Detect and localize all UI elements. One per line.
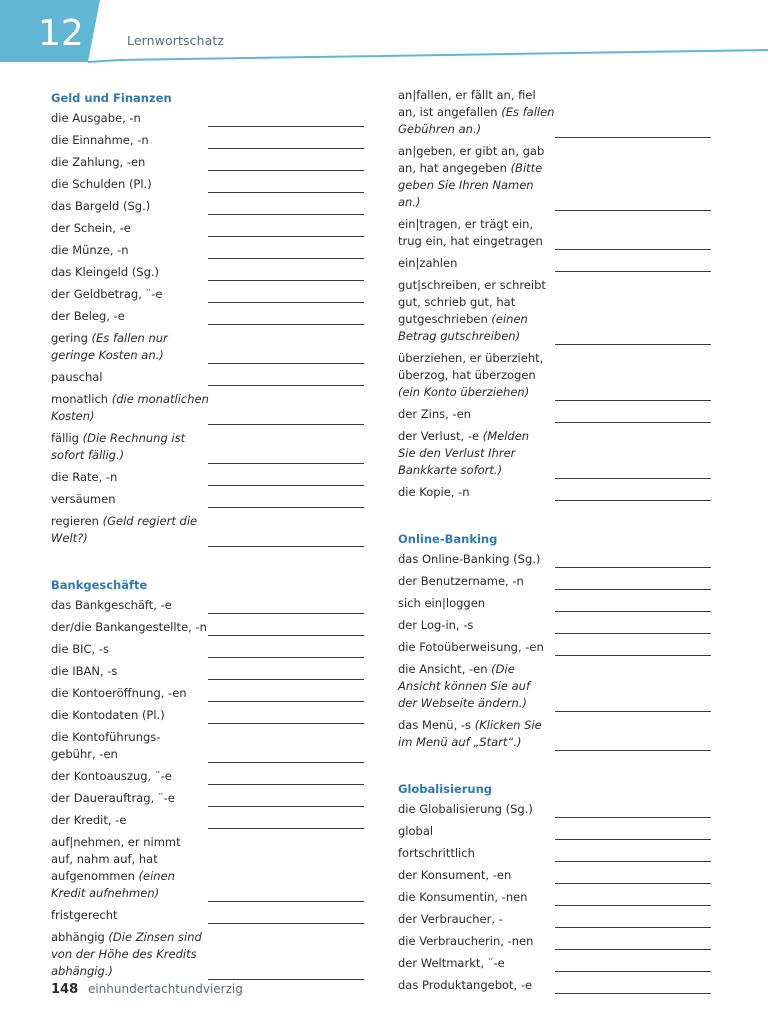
right-column xyxy=(398,86,711,998)
term-text: fällig xyxy=(51,431,83,445)
term-text: der Beleg, -e xyxy=(51,309,125,323)
vocab-entry xyxy=(398,594,711,616)
vocab-entry xyxy=(398,405,711,427)
vocab-entry xyxy=(398,215,711,254)
vocab-entry xyxy=(51,512,364,551)
translation-line[interactable] xyxy=(208,546,364,547)
vocab-term xyxy=(51,219,211,237)
vocab-entry xyxy=(51,241,364,263)
translation-line[interactable] xyxy=(208,324,364,325)
vocab-term xyxy=(398,349,558,401)
vocab-term xyxy=(51,706,211,724)
vocab-entry xyxy=(51,706,364,728)
translation-line[interactable] xyxy=(208,126,364,127)
example-text: (ein Konto überziehen) xyxy=(398,385,530,399)
translation-line[interactable] xyxy=(208,784,364,785)
vocab-entry xyxy=(398,638,711,660)
term-text: der Weltmarkt, ¨-e xyxy=(398,956,505,970)
vocab-entry xyxy=(51,662,364,684)
term-text: die Fotoüberweisung, -en xyxy=(398,640,544,654)
vocab-entry xyxy=(398,427,711,483)
term-text: das Online-Banking (Sg.) xyxy=(398,552,541,566)
vocab-term xyxy=(51,906,211,924)
vocab-entry xyxy=(51,197,364,219)
vocab-term xyxy=(51,329,211,364)
translation-line[interactable] xyxy=(555,711,711,712)
vocab-entry xyxy=(51,767,364,789)
vocab-term xyxy=(398,616,558,634)
vocab-entry xyxy=(398,254,711,276)
translation-line[interactable] xyxy=(555,611,711,612)
vocab-entry xyxy=(51,219,364,241)
vocab-entry xyxy=(398,976,711,998)
example-text: (Die Rechnung ist sofort fällig.) xyxy=(51,431,186,462)
vocab-term xyxy=(398,888,558,906)
term-text: der Schein, -e xyxy=(51,221,131,235)
term-text: die Zahlung, -en xyxy=(51,155,146,169)
example-text: (Bitte geben Sie Ihren Namen an.) xyxy=(398,161,543,209)
translation-line[interactable] xyxy=(555,861,711,862)
vocab-entry xyxy=(398,954,711,976)
section-gap xyxy=(398,755,711,777)
translation-line[interactable] xyxy=(208,170,364,171)
term-text: überziehen, er überzieht, überzog, hat überzogen xyxy=(398,351,544,382)
vocab-entry xyxy=(51,684,364,706)
translation-line[interactable] xyxy=(555,500,711,501)
vocab-entry xyxy=(398,844,711,866)
vocab-entry xyxy=(398,349,711,405)
term-text: der Kontoauszug, ¨-e xyxy=(51,769,172,783)
vocab-entry xyxy=(398,276,711,349)
vocab-term xyxy=(398,483,558,501)
vocab-term xyxy=(51,512,211,547)
translation-line[interactable] xyxy=(208,701,364,702)
vocab-entry xyxy=(51,906,364,928)
example-text: (Es fallen nur geringe Kosten an.) xyxy=(51,331,168,362)
translation-line[interactable] xyxy=(555,344,711,345)
translation-line[interactable] xyxy=(555,949,711,950)
translation-line[interactable] xyxy=(208,463,364,464)
translation-line[interactable] xyxy=(555,567,711,568)
term-text: der/die Bankangestellte, -n xyxy=(51,620,207,634)
translation-line[interactable] xyxy=(208,657,364,658)
translation-line[interactable] xyxy=(208,363,364,364)
vocab-term xyxy=(51,197,211,215)
vocab-term xyxy=(51,811,211,829)
translation-line[interactable] xyxy=(208,236,364,237)
section-gap xyxy=(51,551,364,573)
term-text: der Zins, -en xyxy=(398,407,471,421)
vocab-term xyxy=(51,109,211,127)
vocab-term xyxy=(398,427,558,479)
vocab-term xyxy=(51,767,211,785)
translation-line[interactable] xyxy=(555,817,711,818)
vocab-term xyxy=(398,276,558,345)
vocab-term xyxy=(398,800,558,818)
translation-line[interactable] xyxy=(555,271,711,272)
term-text: der Log-in, -s xyxy=(398,618,474,632)
vocab-entry xyxy=(51,109,364,131)
vocab-entry xyxy=(51,390,364,429)
vocab-term xyxy=(51,131,211,149)
translation-line[interactable] xyxy=(555,971,711,972)
vocab-term xyxy=(398,932,558,950)
vocab-entry xyxy=(51,833,364,906)
header-banner xyxy=(0,0,768,64)
vocab-entry xyxy=(398,550,711,572)
example-text: (Geld regiert die Welt?) xyxy=(51,514,198,545)
translation-line[interactable] xyxy=(555,927,711,928)
translation-line[interactable] xyxy=(208,424,364,425)
vocab-entry xyxy=(398,142,711,215)
vocab-entry xyxy=(398,888,711,910)
term-text: die Konsumentin, -nen xyxy=(398,890,528,904)
term-text: auf|nehmen, er nimmt auf, nahm auf, hat aufgenommen xyxy=(51,835,181,883)
translation-line[interactable] xyxy=(555,400,711,401)
term-text: ein|zahlen xyxy=(398,256,458,270)
term-text: pauschal xyxy=(51,370,103,384)
term-text: gut|schreiben, er schreibt gut, schrieb gut, hat gutgeschrieben xyxy=(398,278,546,326)
vocab-term xyxy=(398,660,558,712)
translation-line[interactable] xyxy=(555,478,711,479)
vocab-term xyxy=(398,866,558,884)
term-text: abhängig xyxy=(51,930,109,944)
translation-line[interactable] xyxy=(555,905,711,906)
vocab-term xyxy=(51,596,211,614)
translation-line[interactable] xyxy=(208,214,364,215)
vocab-term xyxy=(51,662,211,680)
translation-line[interactable] xyxy=(208,806,364,807)
section-heading: Bankgeschäfte xyxy=(51,578,148,592)
term-text: an|geben, er gibt an, gab an, hat angegeben xyxy=(398,144,545,175)
translation-line[interactable] xyxy=(208,148,364,149)
vocab-term xyxy=(51,928,211,980)
translation-line[interactable] xyxy=(208,679,364,680)
left-column xyxy=(51,86,364,984)
vocab-entry xyxy=(51,131,364,153)
translation-line[interactable] xyxy=(208,923,364,924)
term-text: die Kontodaten (Pl.) xyxy=(51,708,165,722)
section-heading: Online-Banking xyxy=(398,532,498,546)
translation-line[interactable] xyxy=(555,137,711,138)
vocab-entry xyxy=(51,928,364,984)
translation-line[interactable] xyxy=(208,828,364,829)
vocab-entry xyxy=(51,596,364,618)
term-text: ein|tragen, er trägt ein, trug ein, hat eingetragen xyxy=(398,217,543,248)
vocab-term xyxy=(51,307,211,325)
term-text: die Schulden (Pl.) xyxy=(51,177,152,191)
translation-line[interactable] xyxy=(208,762,364,763)
vocab-entry xyxy=(398,483,711,505)
term-text: der Konsument, -en xyxy=(398,868,512,882)
page-title: Lernwortschatz xyxy=(127,33,225,48)
translation-line[interactable] xyxy=(208,635,364,636)
translation-line[interactable] xyxy=(208,485,364,486)
translation-line[interactable] xyxy=(555,589,711,590)
term-text: die Ausgabe, -n xyxy=(51,111,141,125)
term-text: die Rate, -n xyxy=(51,470,118,484)
vocab-entry xyxy=(51,811,364,833)
term-text: gering xyxy=(51,331,92,345)
chapter-number: 12 xyxy=(38,13,84,54)
term-text: das Bankgeschäft, -e xyxy=(51,598,172,612)
section-gap xyxy=(398,505,711,527)
term-text: die Ansicht, -en xyxy=(398,662,492,676)
translation-line[interactable] xyxy=(555,883,711,884)
vocab-term xyxy=(51,789,211,807)
vocab-term xyxy=(398,86,558,138)
vocab-entry xyxy=(51,263,364,285)
vocab-term xyxy=(51,640,211,658)
vocab-term xyxy=(51,368,211,386)
vocab-term xyxy=(398,954,558,972)
translation-line[interactable] xyxy=(555,633,711,634)
vocab-entry xyxy=(51,728,364,767)
term-text: das Produktangebot, -e xyxy=(398,978,533,992)
page-number-word: einhundertachtundvierzig xyxy=(87,982,243,996)
term-text: die Kontoführungs- gebühr, -en xyxy=(51,730,161,761)
vocab-entry xyxy=(51,153,364,175)
term-text: der Dauerauftrag, ¨-e xyxy=(51,791,175,805)
vocab-entry xyxy=(398,800,711,822)
page-header xyxy=(0,0,768,64)
term-text: monatlich xyxy=(51,392,112,406)
vocab-entry xyxy=(51,285,364,307)
vocab-term xyxy=(51,833,211,902)
vocab-entry xyxy=(398,660,711,716)
vocab-entry xyxy=(51,329,364,368)
example-text: (einen Betrag gutschreiben) xyxy=(398,312,528,343)
section-heading: Geld und Finanzen xyxy=(51,91,172,105)
vocab-term xyxy=(398,822,558,840)
term-text: die Münze, -n xyxy=(51,243,129,257)
term-text: der Kredit, -e xyxy=(51,813,127,827)
term-text: die Verbraucherin, -nen xyxy=(398,934,534,948)
translation-line[interactable] xyxy=(555,993,711,994)
translation-line[interactable] xyxy=(208,507,364,508)
translation-line[interactable] xyxy=(208,979,364,980)
vocab-entry xyxy=(398,822,711,844)
vocab-term xyxy=(51,390,211,425)
vocab-term xyxy=(398,910,558,928)
term-text: der Verlust, -e xyxy=(398,429,483,443)
translation-line[interactable] xyxy=(208,280,364,281)
translation-line[interactable] xyxy=(555,839,711,840)
term-text: das Menü, -s xyxy=(398,718,475,732)
term-text: das Bargeld (Sg.) xyxy=(51,199,151,213)
vocab-entry xyxy=(51,175,364,197)
example-text: (die monatlichen Kosten) xyxy=(51,392,209,423)
translation-line[interactable] xyxy=(208,723,364,724)
vocab-term xyxy=(51,429,211,464)
example-text: (Klicken Sie im Menü auf „Start“.) xyxy=(398,718,542,749)
translation-line[interactable] xyxy=(555,655,711,656)
vocab-term xyxy=(51,241,211,259)
vocab-term xyxy=(398,405,558,423)
translation-line[interactable] xyxy=(555,249,711,250)
vocab-term xyxy=(398,594,558,612)
vocab-term xyxy=(51,618,211,636)
vocab-term xyxy=(398,638,558,656)
translation-line[interactable] xyxy=(208,302,364,303)
term-text: die BIC, -s xyxy=(51,642,109,656)
term-text: die Kontoeröffnung, -en xyxy=(51,686,187,700)
term-text: der Geldbetrag, ¨-e xyxy=(51,287,163,301)
translation-line[interactable] xyxy=(208,901,364,902)
vocab-entry xyxy=(51,368,364,390)
vocab-entry xyxy=(51,490,364,512)
term-text: die Einnahme, -n xyxy=(51,133,149,147)
term-text: global xyxy=(398,824,434,838)
translation-line[interactable] xyxy=(208,192,364,193)
example-text: (Melden Sie den Verlust Ihrer Bankkarte sofort.) xyxy=(398,429,530,477)
vocab-term xyxy=(398,976,558,994)
vocab-term xyxy=(51,490,211,508)
translation-line[interactable] xyxy=(555,422,711,423)
term-text: das Kleingeld (Sg.) xyxy=(51,265,160,279)
example-text: (Es fallen Gebühren an.) xyxy=(398,105,555,136)
example-text: (einen Kredit aufnehmen) xyxy=(51,869,175,900)
term-text: die Globalisierung (Sg.) xyxy=(398,802,533,816)
vocab-term xyxy=(398,716,558,751)
term-text: an|fallen, er fällt an, fiel an, ist angefallen xyxy=(398,88,536,119)
term-text: fristgerecht xyxy=(51,908,118,922)
translation-line[interactable] xyxy=(208,613,364,614)
vocab-entry xyxy=(398,932,711,954)
vocab-entry xyxy=(51,618,364,640)
term-text: die Kopie, -n xyxy=(398,485,470,499)
term-text: die IBAN, -s xyxy=(51,664,118,678)
vocab-term xyxy=(51,153,211,171)
vocab-entry xyxy=(398,716,711,755)
vocab-entry xyxy=(398,86,711,142)
term-text: regieren xyxy=(51,514,103,528)
term-text: der Verbraucher, - xyxy=(398,912,503,926)
translation-line[interactable] xyxy=(555,210,711,211)
translation-line[interactable] xyxy=(208,385,364,386)
example-text: (Die Zinsen sind von der Höhe des Kredits abhängig.) xyxy=(51,930,202,978)
vocab-term xyxy=(398,572,558,590)
vocab-term xyxy=(398,254,558,272)
translation-line[interactable] xyxy=(208,258,364,259)
vocab-term xyxy=(51,263,211,281)
example-text: (Die Ansicht können Sie auf der Webseite ändern.) xyxy=(398,662,531,710)
vocab-term xyxy=(51,285,211,303)
term-text: versäumen xyxy=(51,492,116,506)
vocab-term xyxy=(398,844,558,862)
vocab-entry xyxy=(51,640,364,662)
vocab-term xyxy=(51,468,211,486)
vocab-entry xyxy=(51,468,364,490)
vocab-entry xyxy=(51,307,364,329)
vocab-term xyxy=(398,550,558,568)
vocab-term xyxy=(398,215,558,250)
section-heading: Globalisierung xyxy=(398,782,493,796)
vocab-entry xyxy=(51,789,364,811)
vocab-entry xyxy=(398,572,711,594)
term-text: fortschrittlich xyxy=(398,846,475,860)
page-footer xyxy=(51,982,243,997)
vocab-term xyxy=(51,728,211,763)
page-number: 148 xyxy=(51,982,79,997)
vocab-term xyxy=(51,684,211,702)
vocab-entry xyxy=(398,866,711,888)
vocab-entry xyxy=(398,616,711,638)
term-text: sich ein|loggen xyxy=(398,596,486,610)
term-text: der Benutzername, -n xyxy=(398,574,524,588)
vocab-entry xyxy=(398,910,711,932)
vocab-term xyxy=(51,175,211,193)
vocab-term xyxy=(398,142,558,211)
vocab-entry xyxy=(51,429,364,468)
translation-line[interactable] xyxy=(555,750,711,751)
